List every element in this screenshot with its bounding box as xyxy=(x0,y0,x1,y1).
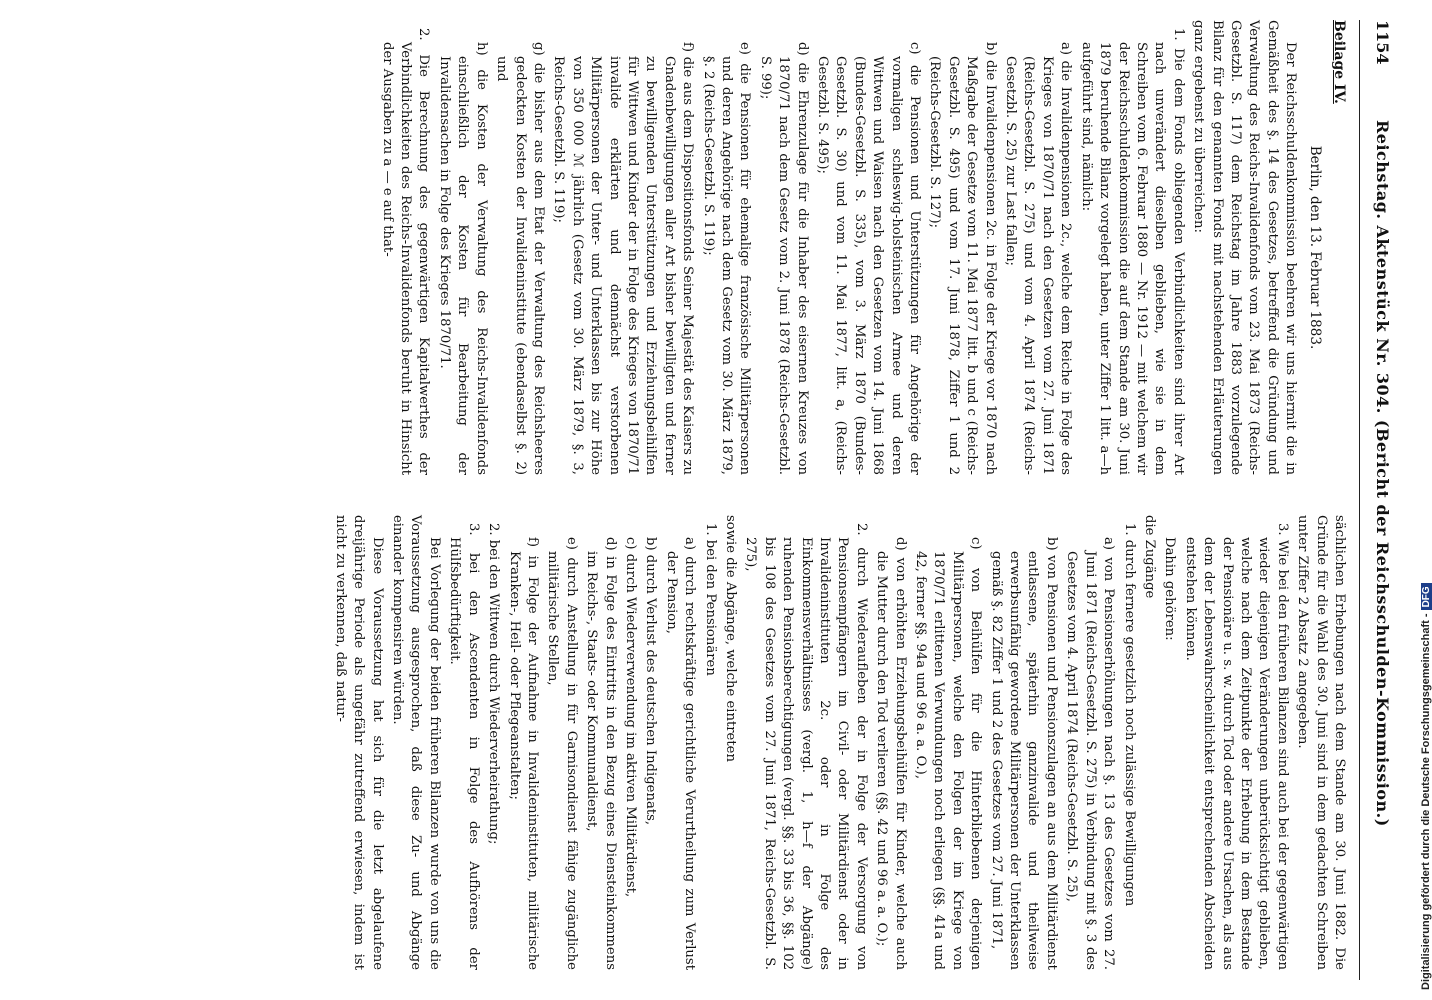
document-page xyxy=(26,10,1406,990)
running-title: Reichstag. Aktenstück Nr. 304. (Bericht der Reichsschulden-Kommission.) xyxy=(1373,120,1392,827)
left-column xyxy=(375,20,1348,475)
item-1f: f) die aus dem Dispositionsfonds Seiner Majestät des Kaisers zu Gnadenbewilligungen aller Art bisher bewilligten und ferner zu bewilligenden Unterstützungen und Erziehungsbeihilfen für Wittwen und Kinder der in Folge des Krieges von 1870/71 invalide erklärten und demnächst verstorbenen Militärpersonen der Unter- und Unterklassen bis zur Höhe von 350 000 ℳ jährlich (Gesetz vom 30. März 1879, §. 3, Reichs-Gesetzbl. S. 119); xyxy=(551,42,696,475)
closing-paragraph-2: Diese Voraussetzung hat sich für die letzt abgelaufene dreijährige Periode als ungefähr zutreffend erwiesen, indem ist nicht zu verkennen, daß natur- xyxy=(332,515,385,970)
abgang-1f: f) in Folge der Aufnahme in Invalideninstituten, militärische Kranken-, Heil- oder Pflegeanstalten; xyxy=(506,537,540,970)
page-number: 1154 xyxy=(1373,20,1392,65)
item-1c: c) die Pensionen und Unterstützungen für Angehörige der vormaligen schleswig-holsteinischen Armee und deren Wittwen und Waisen nach den Gesetzen vom 14. Juni 1868 (Bundes-Gesetzbl. S. 335), vom 3. März 1870 (Bundes-Gesetzbl. S. 30) und vom 11. Mai 1877, litt. a, (Reichs-Gesetzbl. S. 495); xyxy=(815,42,923,475)
dfg-logo: DFG xyxy=(1421,583,1432,610)
abgang-1a: a) durch rechtskräftige gerichtliche Verurtheilung zum Verlust der Pension, xyxy=(663,537,698,970)
abgang-1: 1. bei den Pensionären xyxy=(702,523,718,676)
abgang-1e: e) durch Anstellung in für Garnisondienst fähige zugängliche militärische Stellen, xyxy=(545,537,579,970)
continuation-paragraph: sächlichen Erhebungen nach dem Stande am 30. Juni 1882. Die Gründe für die Wahl des 30. Juni sind in dem gedachten Schreiben unter Ziffer 2 Absatz 2 angegeben. xyxy=(1295,515,1347,970)
item-1: 1. Die dem Fonds obliegenden Verbindlichkeiten sind ihrer Art nach unverändert dieselben geblieben, wie sie in dem Schreiben vom 6. Februar 1880 — Nr. 1912 — mit welchem wir der Reichsschuldenkommission die auf dem Stande am 30. Juni 1879 beruhende Bilanz vorgelegt haben, unter Ziffer 1 litt. a—h aufgeführt sind, nämlich: xyxy=(1078,28,1186,475)
item-1b: b) die Invalidenpensionen 2c. in Folge der Kriege vor 1870 nach Maßgabe der Gesetze vom 11. Mai 1877 litt. b und c (Reichs-Gesetzbl. S. 495) und vom 17. Juni 1878, Ziffer 1 und 2 (Reichs-Gesetzbl. S. 127); xyxy=(927,42,998,475)
abgang-2: 2. bei den Wittwen durch Wiederverheirathung; xyxy=(486,523,502,845)
zugang-1d: d) von erhöhten Erziehungsbeihülfen für Kinder, welche auch die Mutter durch den Tod verlieren (§§. 42 und 96 a. a. O.); xyxy=(874,537,908,970)
abgaenge-label: sowie die Abgänge, welche eintreten xyxy=(723,515,738,762)
zugang-1a: a) von Pensionserhöhungen nach §. 13 des Gesetzes vom 27. Juni 1871 (Reichs-Gesetzbl. S. 275) in Verbindung mit §. 3 des Gesetzes vom 4. April 1874 (Reichs-Gesetzbl. S. 25), xyxy=(1064,537,1117,970)
zugang-1: 1. durch fernere gesetzlich noch zulässige Bewilligungen xyxy=(1121,523,1137,907)
abgang-3: 3. bei den Ascendenten in Folge des Aufhörens der Hülfsbedürftigkeit. xyxy=(447,523,481,970)
item-2: 2. Die Berechnung des gegenwärtigen Kapitalwerthes der Verbindlichkeiten des Reichs-Invalidenfonds beruht in Hinsicht der Ausgaben zu a — e auf that- xyxy=(379,28,432,475)
beilage-heading: Beilage IV. xyxy=(1331,20,1347,104)
item-1e: e) die Pensionen für ehemalige französische Militärpersonen und deren Angehörige nach dem Gesetz vom 30. März 1879, §. 2 (Reichs-Gesetzbl. S. 119); xyxy=(700,42,753,475)
intro-paragraph: Der Reichsschuldenkommission beehren wir uns hiermit die in Gemäßheit des §. 14 des Gesetzes, betreffend die Gründung und Verwaltung des Reichs-Invalidenfonds vom 23. Mai 1873 (Reichs-Gesetzbl. S. 117) dem Reichstag im Jahre 1883 vorzulegende Bilanz für den genannten Fonds mit nachstehenden Erläuterungen ganz ergebenst zu überreichen: xyxy=(1191,20,1299,475)
page-header xyxy=(1362,10,1392,990)
date-line: Berlin, den 13. Februar 1883. xyxy=(1306,145,1323,350)
zugaenge-label: die Zugänge xyxy=(1141,515,1157,599)
zugang-1c: c) von Beihülfen für die Hinterbliebenen derjenigen Militärpersonen, welche den Folgen der im Kriege von 1870/71 erlittenen Verwundungen noch erliegen (§§. 41a und 42, ferner §§. 94a und 96 a. a. O.), xyxy=(913,537,984,970)
abgang-1b: b) durch Verlust des deutschen Indigenats, xyxy=(643,537,659,826)
abgang-1d: d) in Folge des Eintritts in den Bezug eines Diensteinkommens im Reichs-, Staats- oder Kommunaldienst, xyxy=(584,537,618,970)
item-1a: a) die Invalidenpensionen 2c., welche dem Reiche in Folge des Krieges von 1870/71 nach den Gesetzen vom 27. Juni 1871 (Reichs-Gesetzbl. S. 275) und vom 4. April 1874 (Reichs-Gesetzbl. S. 25) zur Last fallen; xyxy=(1003,42,1074,475)
item-1d: d) die Ehrenzulage für die Inhaber des eisernen Kreuzes von 1870/71 nach dem Gesetz vom 2. Juni 1878 (Reichs-Gesetzbl. S. 99); xyxy=(757,42,810,475)
abgang-1c: c) durch Wiederverwendung im aktiven Militärdienst, xyxy=(622,537,638,898)
right-column xyxy=(328,515,1348,970)
zugang-1b: b) von Pensionen und Pensionszulagen an aus dem Militärdienst entlassene, späterhin ganzinvalide und theilweise erwerbsunfähig gewordene Militärpersonen der Unterklassen gemäß §. 82 Ziffer 1 und 2 des Gesetzes vom 27. Juni 1871, xyxy=(988,537,1059,970)
dahin-gehoeren: Dahin gehören: xyxy=(1162,537,1178,641)
item-1h: h) die Kosten der Verwaltung des Reichs-Invalidenfonds einschließlich der Kosten für Bearbeitung der Invalidensachen in Folge des Krieges 1870/71. xyxy=(436,42,489,475)
zugang-2: 2. durch Wiederaufleben der in Folge der Versorgung von Pensionsempfängern im Civil- oder Militärdienst oder in Invalideninstituten 2c. oder in Folge des Einkommensverhältnisses (vergl. 1, h—f der Abgänge) ruhenden Pensionsberechtigungen (vergl. §§. 33 bis 36, §§. 102 bis 108 des Gesetzes vom 27. Juni 1871, Reichs-Gesetzbl. S. 275), xyxy=(743,523,869,970)
item-3: 3. Wie bei den früheren Bilanzen sind auch bei der gegenwärtigen wieder diejenigen Veränderungen unberücksichtigt geblieben, welche nach dem Zeitpunkte der Erhebung in dem Bestande der Pensionäre u. s. w. durch Tod oder andere Ursachen, als aus dem der Lebenswahrscheinlichkeit entsprechenden Abscheiden entstehen können. xyxy=(1182,523,1290,970)
header-rule xyxy=(1359,20,1360,980)
dfg-attribution xyxy=(1420,579,1432,990)
attribution-text: Digitalisierung gefördert durch die Deutsche Forschungsgemeinschaft - xyxy=(1420,613,1432,990)
closing-paragraph-1: Bei Vorlegung der beiden früheren Bilanzen wurde von uns die Voraussetzung ausgesprochen, daß diese Zu- und Abgänge einander kompensiren würden. xyxy=(390,515,442,970)
item-1g: g) die bisher aus dem Etat der Verwaltung des Reichsheeres gedeckten Kosten der Invalideninstitute (ebendaselbst §. 2) und xyxy=(494,42,546,475)
